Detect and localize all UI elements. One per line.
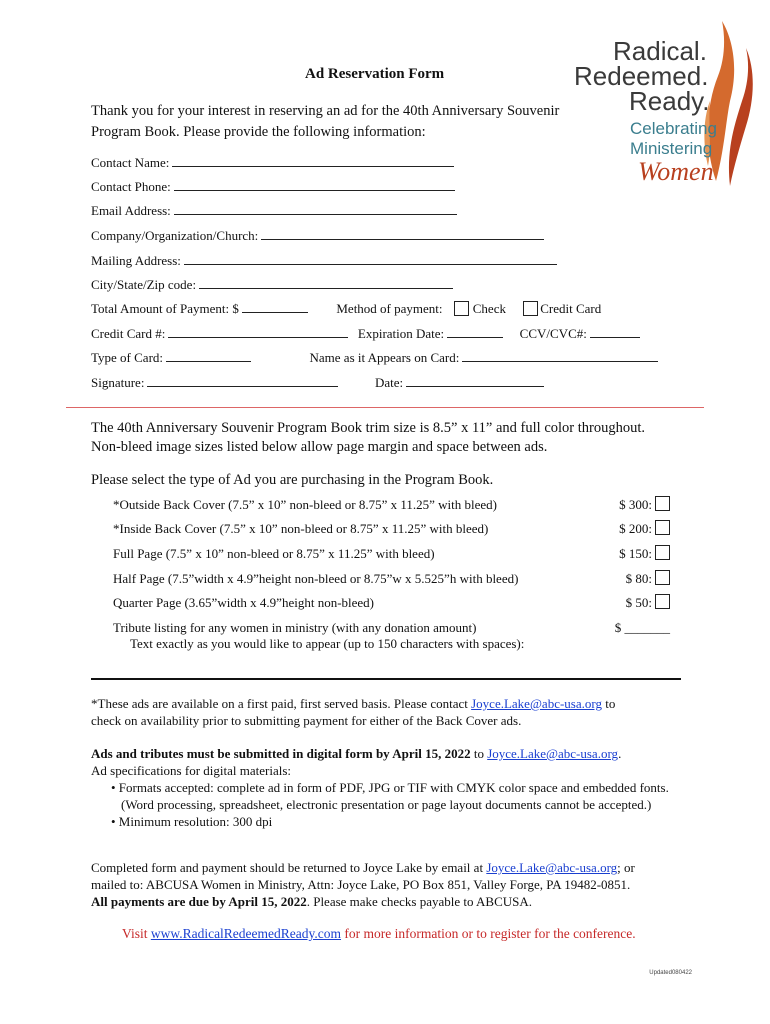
select-ad-text: Please select the type of Ad you are purchasing in the Program Book.	[91, 472, 494, 488]
payments-rest: . Please make checks payable to ABCUSA.	[306, 894, 533, 909]
credit-card-label: Credit Card	[540, 301, 602, 316]
total-payment-label: Total Amount of Payment: $	[91, 301, 239, 316]
date-label: Date:	[374, 375, 404, 390]
note-text-2: check on availability prior to submitting payment for either of the Back Cover ads.	[91, 713, 522, 728]
visit-text: Visit	[122, 926, 148, 941]
email-label: Email Address:	[91, 203, 171, 218]
radical-redeemed-ready-logo	[568, 16, 758, 192]
credit-card-checkbox[interactable]	[523, 301, 538, 316]
logo-women: Women	[638, 157, 714, 186]
type-of-card-label: Type of Card:	[91, 350, 164, 365]
spec-resolution: • Minimum resolution: 300 dpi	[111, 814, 273, 829]
ad-option-label: Half Page (7.5”width x 4.9”height non-bleed or 8.75”w x 5.525”h with bleed)	[113, 571, 519, 586]
ad-option-inside-back-cover[interactable]	[113, 521, 670, 537]
ad-option-price: $ 50:	[625, 595, 652, 610]
form-title: Ad Reservation Form	[305, 66, 445, 82]
submission-deadline: Ads and tributes must be submitted in digital form by April 15, 2022	[91, 746, 471, 761]
trim-size-text	[91, 419, 731, 457]
ad-option-checkbox[interactable]	[655, 496, 670, 511]
trim-size-line-2: Non-bleed image sizes listed below allow page margin and space between ads.	[91, 439, 548, 455]
tribute-line-2: Text exactly as you would like to appear (up to 150 characters with spaces):	[130, 636, 525, 651]
back-cover-note	[91, 695, 691, 729]
contact-phone-label: Contact Phone:	[91, 179, 171, 194]
method-label: Method of payment:	[336, 301, 443, 316]
return-text: Completed form and payment should be returned to Joyce Lake by email at	[91, 860, 484, 875]
return-section	[91, 859, 711, 910]
ccv-label: CCV/CVC#:	[519, 326, 587, 341]
mailing-label: Mailing Address:	[91, 253, 181, 268]
contact-phone-field[interactable]	[174, 179, 455, 191]
contact-name-field[interactable]	[172, 155, 454, 167]
contact-name-label: Contact Name:	[91, 155, 170, 170]
company-label: Company/Organization/Church:	[91, 228, 259, 243]
submission-period: .	[618, 746, 622, 761]
specs-heading: Ad specifications for digital materials:	[91, 763, 291, 778]
return-email-link[interactable]: Joyce.Lake@abc-usa.org	[486, 860, 618, 875]
logo-ministering: Ministering	[630, 139, 713, 158]
ad-option-outside-back-cover[interactable]	[113, 497, 670, 513]
logo-redeemed: Redeemed.	[574, 61, 709, 91]
check-checkbox[interactable]	[454, 301, 469, 316]
trim-size-line-1: The 40th Anniversary Souvenir Program Book trim size is 8.5” x 11” and full color throughout.	[91, 420, 645, 436]
tribute-amount-field[interactable]: $ _______	[614, 620, 670, 635]
tribute-listing	[113, 620, 670, 652]
ad-option-checkbox[interactable]	[655, 594, 670, 609]
email-link[interactable]: Joyce.Lake@abc-usa.org	[471, 696, 602, 711]
total-payment-field[interactable]	[242, 301, 308, 313]
expiration-label: Expiration Date:	[357, 326, 445, 341]
ad-option-price: $ 80:	[625, 571, 652, 586]
ad-option-checkbox[interactable]	[655, 545, 670, 560]
spec-formats: • Formats accepted: complete ad in form of PDF, JPG or TIF with CMYK color space and embedded fonts. (Word processing, spreadsheet, electronic presentation or page layout documents cannot be accepted.)	[111, 780, 669, 812]
card-number-label: Credit Card #:	[91, 326, 166, 341]
city-row	[91, 277, 453, 293]
date-field[interactable]	[406, 375, 544, 387]
return-text-or: ; or	[617, 860, 635, 875]
name-on-card-label: Name as it Appears on Card:	[309, 350, 460, 365]
signature-label: Signature:	[91, 375, 145, 390]
city-label: City/State/Zip code:	[91, 277, 197, 292]
return-line-2: mailed to: ABCUSA Women in Ministry, Attn: Joyce Lake, PO Box 851, Valley Forge, PA 19482-0851.	[91, 877, 631, 892]
payments-deadline: All payments are due by April 15, 2022	[91, 894, 307, 909]
logo-ready: Ready.	[629, 86, 710, 116]
name-on-card-field[interactable]	[462, 350, 658, 362]
ad-option-label: Quarter Page (3.65”width x 4.9”height non-bleed)	[113, 595, 375, 610]
ad-option-checkbox[interactable]	[655, 520, 670, 535]
card-number-field[interactable]	[168, 326, 348, 338]
website-link[interactable]: www.RadicalRedeemedReady.com	[150, 926, 342, 941]
city-field[interactable]	[199, 277, 453, 289]
ccv-field[interactable]	[590, 326, 640, 338]
company-field[interactable]	[261, 228, 544, 240]
ad-option-checkbox[interactable]	[655, 570, 670, 585]
ad-option-label: Full Page (7.5” x 10” non-bleed or 8.75” x 11.25” with bleed)	[113, 546, 435, 561]
ad-option-price: $ 200:	[619, 521, 652, 536]
ad-option-half-page[interactable]	[113, 571, 670, 587]
logo-radical: Radical.	[613, 36, 707, 66]
submission-email-link[interactable]: Joyce.Lake@abc-usa.org	[487, 746, 619, 761]
ad-option-quarter-page[interactable]	[113, 595, 670, 611]
contact-name-row	[91, 155, 454, 171]
email-row	[91, 203, 457, 219]
tribute-text-line[interactable]	[91, 678, 681, 680]
ad-option-label: *Inside Back Cover (7.5” x 10” non-bleed or 8.75” x 11.25” with bleed)	[113, 521, 489, 536]
note-text-to: to	[605, 696, 616, 711]
updated-stamp: Updated080422	[649, 970, 692, 976]
logo-celebrating: Celebrating	[630, 119, 717, 138]
visit-line	[122, 925, 636, 942]
card-type-row	[91, 350, 658, 366]
return-line-1	[91, 859, 711, 876]
mailing-field[interactable]	[184, 253, 557, 265]
ad-option-price: $ 150:	[619, 546, 652, 561]
ad-option-label: *Outside Back Cover (7.5” x 10” non-bleed or 8.75” x 11.25” with bleed)	[113, 497, 498, 512]
tribute-line-1: Tribute listing for any women in ministry (with any donation amount)	[113, 620, 477, 635]
submission-section	[91, 745, 691, 830]
contact-phone-row	[91, 179, 455, 195]
ad-option-price: $ 300:	[619, 497, 652, 512]
mailing-row	[91, 253, 557, 269]
company-row	[91, 228, 544, 244]
ad-option-full-page[interactable]	[113, 546, 670, 562]
section-divider	[66, 407, 704, 408]
intro-text: Thank you for your interest in reserving an ad for the 40th Anniversary Souvenir Program Book. Please provide the following information:	[91, 103, 560, 140]
card-number-row	[91, 326, 640, 342]
check-label: Check	[472, 301, 506, 316]
signature-field[interactable]	[147, 375, 338, 387]
visit-text-2: for more information or to register for the conference.	[344, 926, 636, 941]
email-field[interactable]	[174, 203, 457, 215]
submission-to: to	[473, 746, 484, 761]
submission-line	[91, 745, 691, 762]
type-of-card-field[interactable]	[166, 350, 251, 362]
note-text: *These ads are available on a first paid, first served basis. Please contact	[91, 696, 468, 711]
expiration-field[interactable]	[447, 326, 503, 338]
signature-row	[91, 375, 544, 391]
payment-row	[91, 301, 601, 317]
payments-line	[91, 893, 711, 910]
